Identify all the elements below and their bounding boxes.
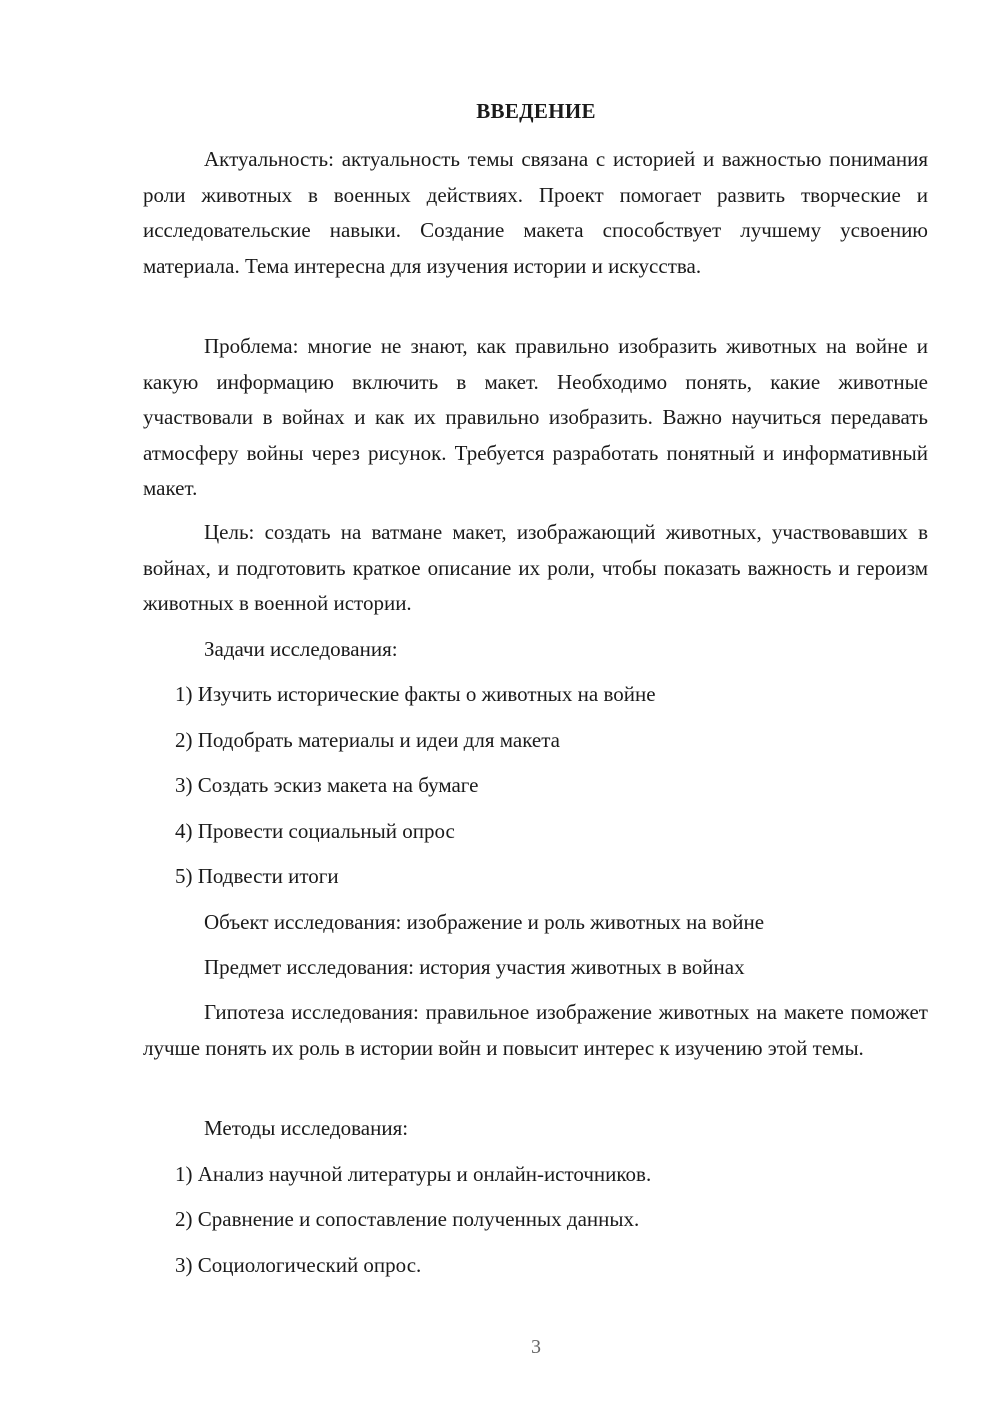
method-item: 1) Анализ научной литературы и онлайн-источников. [175, 1162, 652, 1186]
task-item: 4) Провести социальный опрос [175, 819, 455, 843]
page-number: 3 [531, 1336, 541, 1358]
tasks-heading: Задачи исследования: [204, 637, 398, 661]
task-item: 3) Создать эскиз макета на бумаге [175, 773, 479, 797]
method-item: 3) Социологический опрос. [175, 1253, 422, 1277]
page-title: ВВЕДЕНИЕ [476, 99, 596, 123]
research-subject: Предмет исследования: история участия животных в войнах [204, 955, 745, 979]
goal-paragraph: Цель: создать на ватмане макет, изображающий животных, участвовавших в войнах, и подготовить краткое описание их роли, чтобы показать важность и героизм животных в военной истории. [143, 520, 928, 615]
research-object: Объект исследования: изображение и роль животных на войне [204, 910, 765, 934]
relevance-paragraph: Актуальность: актуальность темы связана с историей и важностью понимания роли животных в военных действиях. Проект помогает развить творческие и исследовательские навыки. Создание макета способствует лучшему усвоению материала. Тема интересна для изучения истории и искусства. [143, 147, 928, 278]
task-item: 5) Подвести итоги [175, 864, 339, 888]
task-item: 2) Подобрать материалы и идеи для макета [175, 728, 560, 752]
problem-paragraph: Проблема: многие не знают, как правильно изобразить животных на войне и какую информацию включить в макет. Необходимо понять, какие животные участвовали в войнах и как их правильно изобразить. Важно научиться передавать атмосферу войны через рисунок. Требуется разработать понятный и информативный макет. [143, 334, 928, 500]
methods-heading: Методы исследования: [204, 1116, 409, 1140]
task-item: 1) Изучить исторические факты о животных на войне [175, 682, 656, 706]
method-item: 2) Сравнение и сопоставление полученных данных. [175, 1207, 640, 1231]
hypothesis-paragraph: Гипотеза исследования: правильное изображение животных на макете поможет лучше понять их роль в истории войн и повысит интерес к изучению этой темы. [143, 1000, 928, 1060]
